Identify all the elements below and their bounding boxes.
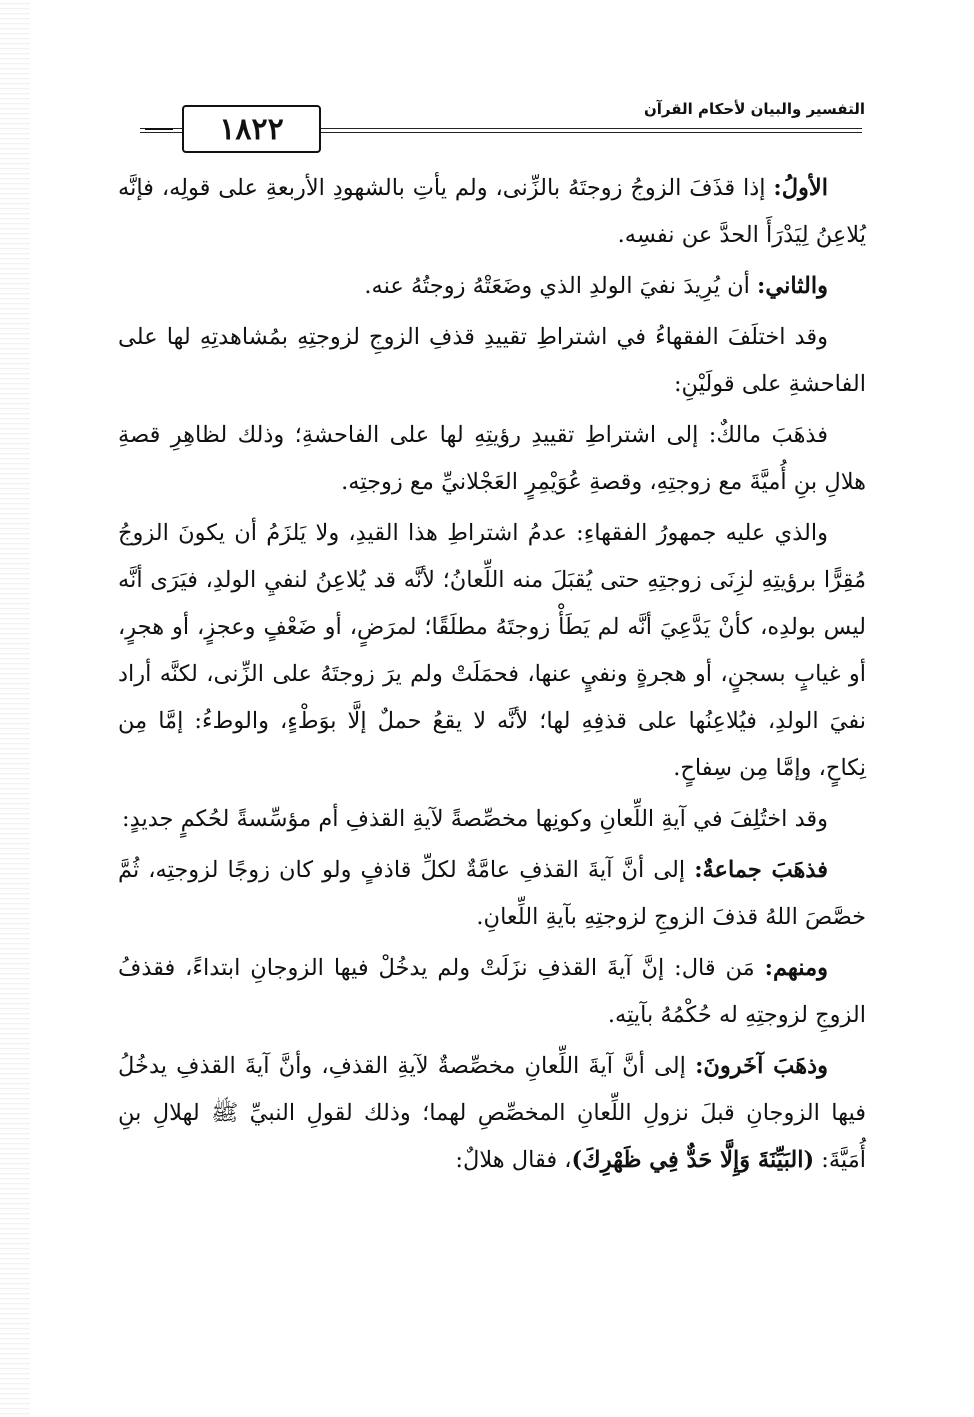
paragraph-text: إذا قذَفَ الزوجُ زوجتَهُ بالزِّنى، ولم يأتِ بالشهودِ الأربعةِ على قولِه، فإنَّه يُلاعِنُ لِيَدْرَأَ الحدَّ عن نفسِه. (118, 175, 866, 248)
paragraph-lead: وذهَبَ آخَرونَ: (695, 1053, 828, 1079)
paragraph-tail: ، فقال هلالٌ: (455, 1147, 572, 1173)
scan-edge-noise (0, 0, 30, 1417)
paragraph-lead: ومنهم: (764, 955, 828, 981)
paragraph-text: فذهَبَ مالكٌ: إلى اشتراطِ تقييدِ رؤيتِهِ لها على الفاحشةِ؛ وذلك لظاهِرِ قصةِ هلالِ بنِ أُميَّةَ مع زوجتِهِ، وقصةِ عُوَيْمِرٍ العَجْلانيِّ مع زوجتِه. (118, 422, 866, 495)
paragraph-last (118, 1043, 866, 1184)
paragraph-text: والذي عليه جمهورُ الفقهاءِ: عدمُ اشتراطِ هذا القيدِ، ولا يَلزَمُ أن يكونَ الزوجُ مُقِرًّا برؤيتِهِ لزِنَى زوجتِهِ حتى يُقبَلَ منه اللِّعانُ؛ لأنَّه قد يُلاعِنُ لنفيِ الولدِ، فيَرَى أنَّه ليس بولدِه، كأنْ يَدَّعِيَ أنَّه لم يَطَأْ زوجتَهُ مطلَقًا؛ لمرَضٍ، أو ضَعْفٍ وعجزٍ، أو هجرٍ، أو غيابٍ بسجنٍ، أو هجرةٍ ونفيٍ عنها، فحمَلَتْ ولم يرَ زوجتَهُ على الزِّنى، لكنَّه أراد نفيَ الولدِ، فيُلاعِنُها على قذفِهِ لها؛ لأنَّه لا يقعُ حملٌ إلَّا بوَطْءٍ، والوطءُ: إمَّا مِن نِكاحٍ، وإمَّا مِن سِفاحٍ. (118, 520, 866, 781)
paragraph (118, 412, 866, 506)
hadith-quote: (البَيِّنَةَ وَإِلَّا حَدٌّ فِي ظَهْرِكَ) (571, 1147, 815, 1173)
paragraph-text: إلى أنَّ آيةَ القذفِ عامَّةٌ لكلِّ قاذفٍ ولو كان زوجًا لزوجتِه، ثُمَّ خصَّصَ اللهُ قذفَ الزوجِ لزوجتِهِ بآيةِ اللِّعانِ. (118, 857, 866, 930)
paragraph (118, 847, 866, 941)
paragraph (118, 314, 866, 408)
paragraph-text: وقد اختلَفَ الفقهاءُ في اشتراطِ تقييدِ قذفِ الزوجِ لزوجتِهِ بمُشاهدتِهِ لها على الفاحشةِ على قولَيْنِ: (118, 324, 866, 397)
paragraph-text: وقد اختُلِفَ في آيةِ اللِّعانِ وكونِها مخصِّصةً لآيةِ القذفِ أم مؤسِّسةً لحُكمٍ جديدٍ: (122, 806, 828, 832)
paragraph-lead: فذهَبَ جماعةٌ: (694, 857, 828, 883)
page-number: ١٨٢٢ (182, 105, 321, 153)
paragraph-text: أن يُرِيدَ نفيَ الولدِ الذي وضَعَتْهُ زوجتُهُ عنه. (364, 273, 758, 299)
paragraph-text: إلى أنَّ آيةَ اللِّعانِ مخصِّصةٌ لآيةِ القذفِ، وأنَّ آيةَ القذفِ يدخُلُ فيها الزوجانِ قبلَ نزولِ اللِّعانِ المخصِّصِ لهما؛ وذلك لقولِ النبيِّ ﷺ لهلالِ بنِ أُمَيَّةَ: (118, 1053, 866, 1173)
paragraph (118, 945, 866, 1039)
paragraph-text: مَن قال: إنَّ آيةَ القذفِ نزَلَتْ ولم يدخُلْ فيها الزوجانِ ابتداءً، فقذفُ الزوجِ لزوجتِهِ له حُكْمُهُ بآيتِه. (118, 955, 866, 1028)
running-title: التفسير والبيان لأحكام القرآن (340, 100, 869, 126)
paragraph (118, 510, 866, 792)
paragraph-lead: الأولُ: (773, 175, 828, 201)
body-text (118, 165, 866, 1184)
paragraph-lead: والثاني: (757, 273, 828, 299)
paragraph-first (118, 165, 866, 259)
header-left-dash (145, 128, 173, 130)
paragraph (118, 796, 866, 843)
paragraph-second (118, 263, 866, 310)
